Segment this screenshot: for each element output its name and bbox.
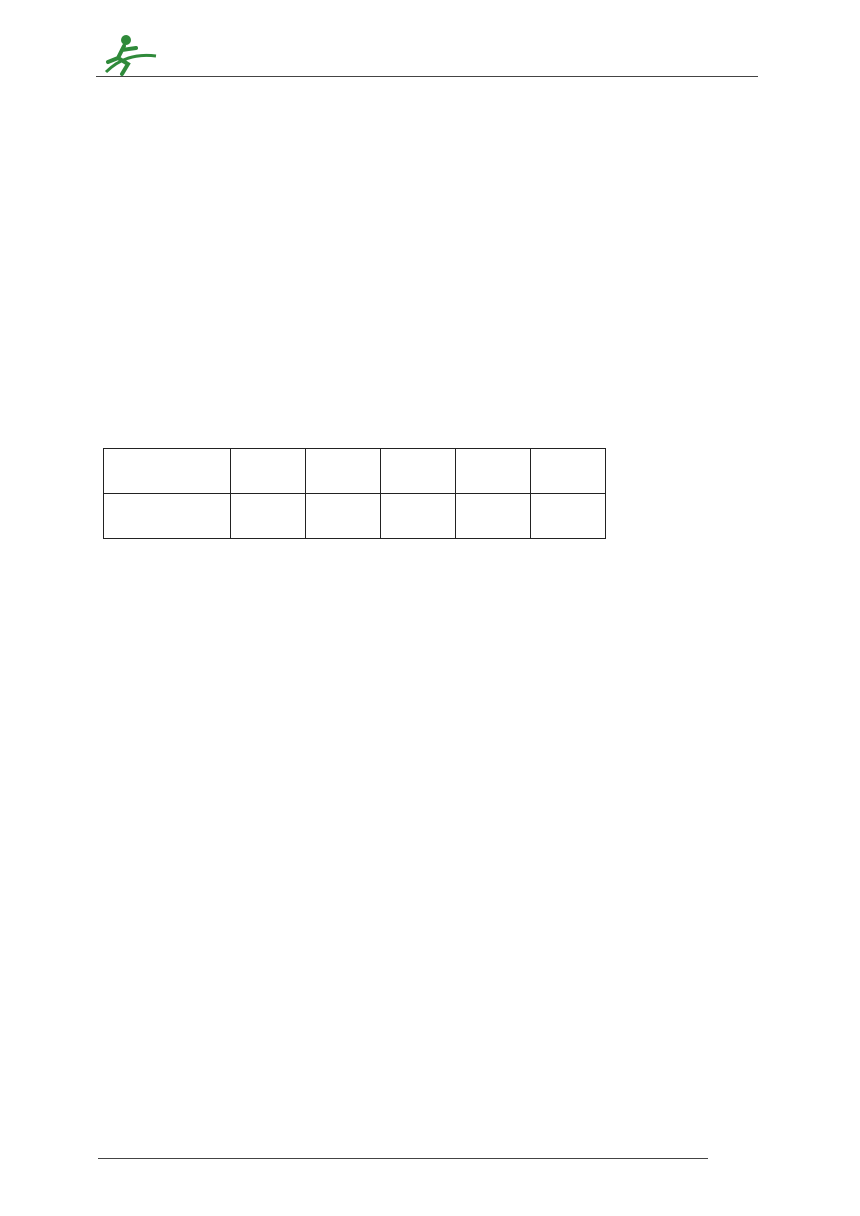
footer-divider bbox=[98, 1158, 708, 1159]
table-row bbox=[104, 494, 606, 539]
nested-squares-figure bbox=[240, 348, 620, 414]
table-cell bbox=[306, 494, 381, 539]
table-row bbox=[104, 449, 606, 494]
header-divider bbox=[96, 76, 758, 77]
table-cell-blank-3[interactable] bbox=[531, 494, 606, 539]
table-cell bbox=[306, 449, 381, 494]
chess-pieces-figure bbox=[220, 126, 640, 234]
row2-header bbox=[104, 494, 231, 539]
logo-runner-icon bbox=[96, 32, 266, 78]
table-cell bbox=[381, 449, 456, 494]
table-cell bbox=[456, 449, 531, 494]
table-cell-blank-2[interactable] bbox=[456, 494, 531, 539]
table-cell bbox=[231, 494, 306, 539]
table-cell-blank-1[interactable] bbox=[381, 494, 456, 539]
row1-header bbox=[104, 449, 231, 494]
stacked-cubes-figure bbox=[240, 722, 640, 814]
pattern-table bbox=[103, 448, 606, 539]
table-cell bbox=[531, 449, 606, 494]
table-cell bbox=[231, 449, 306, 494]
